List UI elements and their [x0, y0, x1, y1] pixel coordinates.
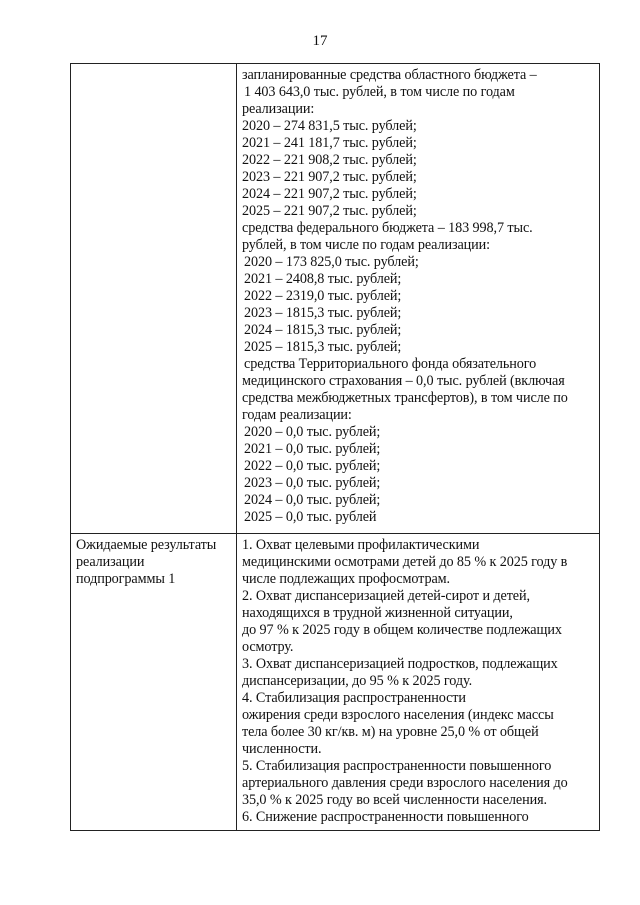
- funding-line: медицинского страхования – 0,0 тыс. рублей (включая: [242, 373, 565, 389]
- result-line: числе подлежащих профосмотрам.: [242, 571, 450, 587]
- funding-line: 2022 – 0,0 тыс. рублей;: [244, 458, 381, 474]
- result-line: до 97 % к 2025 году в общем количестве подлежащих: [242, 622, 562, 638]
- row-divider: [71, 533, 599, 534]
- funding-line: реализации:: [242, 101, 315, 117]
- result-line: 1. Охват целевыми профилактическими: [242, 537, 480, 553]
- funding-line: 2020 – 274 831,5 тыс. рублей;: [242, 118, 417, 134]
- funding-line: 2024 – 1815,3 тыс. рублей;: [244, 322, 402, 338]
- result-line: ожирения среди взрослого населения (индекс массы: [242, 707, 554, 723]
- funding-cell: [242, 67, 568, 526]
- funding-line: 2024 – 221 907,2 тыс. рублей;: [242, 186, 417, 202]
- funding-line: средства межбюджетных трансфертов), в том числе по: [242, 390, 568, 406]
- funding-line: средства Территориального фонда обязательного: [244, 356, 537, 372]
- funding-line: 2021 – 241 181,7 тыс. рублей;: [242, 135, 417, 151]
- result-line: 4. Стабилизация распространенности: [242, 690, 466, 706]
- label-line: подпрограммы 1: [76, 571, 176, 587]
- result-line: численности.: [242, 741, 322, 757]
- funding-line: 1 403 643,0 тыс. рублей, в том числе по годам: [244, 84, 515, 100]
- result-line: тела более 30 кг/кв. м) на уровне 25,0 % от общей: [242, 724, 539, 740]
- funding-line: 2025 – 221 907,2 тыс. рублей;: [242, 203, 417, 219]
- funding-line: 2023 – 0,0 тыс. рублей;: [244, 475, 381, 491]
- funding-line: 2021 – 0,0 тыс. рублей;: [244, 441, 381, 457]
- label-line: реализации: [76, 554, 145, 570]
- funding-line: запланированные средства областного бюджета –: [242, 67, 537, 83]
- funding-line: 2025 – 1815,3 тыс. рублей;: [244, 339, 402, 355]
- page-number: 17: [312, 33, 328, 49]
- result-line: 3. Охват диспансеризацией подростков, подлежащих: [242, 656, 558, 672]
- expected-results-cell: [242, 537, 568, 826]
- funding-line: 2023 – 1815,3 тыс. рублей;: [244, 305, 402, 321]
- funding-line: 2020 – 0,0 тыс. рублей;: [244, 424, 381, 440]
- funding-line: 2025 – 0,0 тыс. рублей: [244, 509, 377, 525]
- funding-line: 2020 – 173 825,0 тыс. рублей;: [244, 254, 419, 270]
- funding-line: 2021 – 2408,8 тыс. рублей;: [244, 271, 402, 287]
- subprogram-table: [70, 63, 600, 831]
- result-line: 2. Охват диспансеризацией детей-сирот и детей,: [242, 588, 530, 604]
- result-line: 5. Стабилизация распространенности повышенного: [242, 758, 552, 774]
- result-line: 6. Снижение распространенности повышенного: [242, 809, 529, 825]
- funding-line: средства федерального бюджета – 183 998,7 тыс.: [242, 220, 533, 236]
- funding-line: годам реализации:: [242, 407, 352, 423]
- result-line: находящихся в трудной жизненной ситуации,: [242, 605, 513, 621]
- result-line: артериального давления среди взрослого населения до: [242, 775, 568, 791]
- funding-line: рублей, в том числе по годам реализации:: [242, 237, 491, 253]
- column-divider: [236, 64, 237, 830]
- funding-line: 2022 – 221 908,2 тыс. рублей;: [242, 152, 417, 168]
- expected-results-label: [76, 537, 216, 588]
- label-line: Ожидаемые результаты: [76, 537, 217, 553]
- result-line: осмотру.: [242, 639, 294, 655]
- funding-line: 2022 – 2319,0 тыс. рублей;: [244, 288, 402, 304]
- result-line: медицинскими осмотрами детей до 85 % к 2025 году в: [242, 554, 568, 570]
- result-line: 35,0 % к 2025 году во всей численности населения.: [242, 792, 547, 808]
- funding-line: 2023 – 221 907,2 тыс. рублей;: [242, 169, 417, 185]
- result-line: диспансеризации, до 95 % к 2025 году.: [242, 673, 473, 689]
- funding-line: 2024 – 0,0 тыс. рублей;: [244, 492, 381, 508]
